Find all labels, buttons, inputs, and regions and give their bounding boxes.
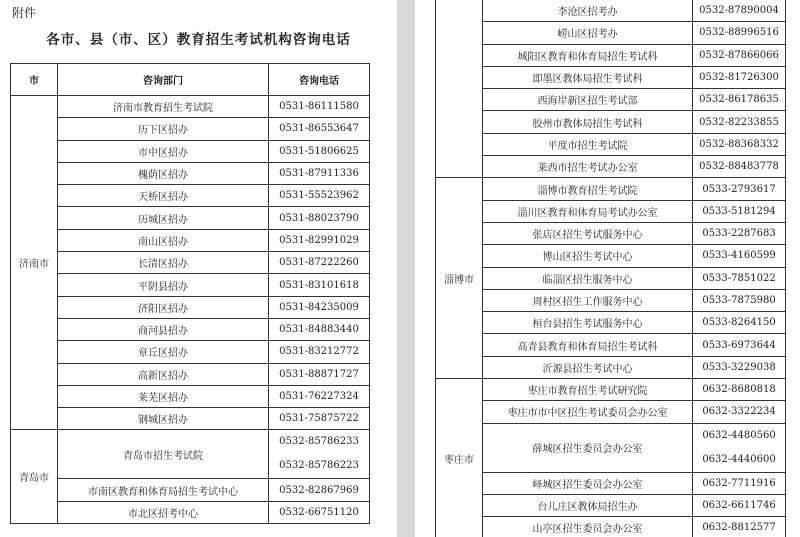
phone-cell [693, 356, 786, 378]
phone-cell [693, 379, 786, 401]
table-row [436, 222, 786, 244]
phone-cell [269, 341, 370, 363]
phone-cell [269, 501, 370, 523]
phone-number: 0531-75875722 [279, 413, 359, 425]
department-cell: 市南区教育和体育局招生考试中心 [58, 479, 269, 501]
phone-number: 0533-5181294 [702, 205, 776, 217]
phone-number: 0531-88871727 [279, 368, 359, 380]
table-row [11, 501, 370, 523]
phone-number: 0531-82991029 [279, 234, 359, 246]
table-row [11, 430, 370, 479]
phone-cell [269, 162, 370, 184]
phone-cell [693, 289, 786, 311]
phone-cell [269, 252, 370, 274]
document-page-left [0, 0, 397, 537]
city-cell: 青岛市 [11, 430, 58, 524]
phone-number: 0533-7875980 [702, 295, 776, 306]
table-row [436, 379, 786, 401]
department-cell: 枣庄市教育招生考试研究院 [483, 379, 693, 401]
table-row [11, 162, 370, 184]
phone-cell [269, 185, 370, 207]
department-cell: 高青县教育和体育局招生考试科 [483, 334, 693, 356]
phone-cell [693, 178, 786, 200]
phone-cell [693, 133, 786, 155]
phone-cell [693, 472, 786, 494]
department-cell: 槐荫区招办 [58, 162, 269, 184]
table-row [436, 472, 786, 494]
phone-number: 0632-7711916 [702, 477, 776, 489]
phone-cell [693, 44, 786, 66]
department-cell: 钢城区招办 [58, 408, 269, 430]
department-cell: 沂源县招生考试中心 [483, 356, 693, 378]
phone-number: 0531-86553647 [279, 123, 359, 135]
phone-number: 0531-87222260 [279, 257, 359, 269]
phone-number: 0632-3322234 [702, 406, 776, 418]
phone-cell [269, 363, 370, 385]
department-cell: 平阴县招办 [58, 274, 269, 296]
phone-cell [269, 207, 370, 229]
department-cell: 即墨区教体局招生考试科 [483, 66, 693, 88]
table-row [436, 22, 786, 44]
table-row [436, 267, 786, 289]
phone-number: 0632-6611746 [702, 500, 776, 512]
phone-number: 0533-7851022 [702, 272, 776, 284]
table-row [11, 140, 370, 162]
table-row [436, 312, 786, 334]
phone-number: 0532-81726300 [699, 72, 779, 84]
header-city: 市 [11, 64, 58, 96]
table-row [436, 156, 786, 178]
phone-number: 0531-55523962 [279, 190, 359, 202]
department-cell: 博山区招生考试中心 [483, 245, 693, 267]
phone-number: 0531-76227324 [279, 391, 359, 402]
attachment-label: 附件 [12, 6, 37, 20]
phone-cell [693, 267, 786, 289]
phone-cell [269, 118, 370, 140]
phone-number: 0532-86178635 [699, 94, 779, 106]
table-row [11, 118, 370, 140]
phone-number: 0531-84235009 [279, 301, 359, 313]
department-cell: 商河县招办 [58, 318, 269, 340]
department-cell: 胶州市教体局招生考试科 [483, 111, 693, 133]
header-department: 咨询部门 [58, 64, 269, 96]
document-page-right [415, 0, 800, 537]
phone-cell [269, 430, 370, 479]
department-cell: 莱芜区招办 [58, 385, 269, 407]
department-cell: 峄城区招生委员会办公室 [483, 472, 693, 494]
table-row [11, 185, 370, 207]
table-row [11, 207, 370, 229]
phone-number: 0531-84883440 [279, 324, 359, 336]
phone-cell [693, 423, 786, 472]
phone-cell [693, 0, 786, 22]
phone-cell [269, 479, 370, 501]
phone-number: 0532-82233855 [699, 116, 779, 128]
phone-cell [269, 140, 370, 162]
phone-cell [269, 229, 370, 251]
department-cell: 台儿庄区教体局招生办 [483, 494, 693, 516]
department-cell: 南山区招办 [58, 229, 269, 251]
department-cell: 城阳区教育和体育局招生考试科 [483, 44, 693, 66]
phone-number: 0533-8264150 [702, 317, 776, 329]
department-cell: 淄博市教育招生考试院 [483, 178, 693, 200]
department-cell: 历城区招办 [58, 207, 269, 229]
table-row [436, 289, 786, 311]
phone-cell [693, 312, 786, 334]
department-cell: 章丘区招办 [58, 341, 269, 363]
table-row [436, 517, 786, 537]
phone-cell [269, 318, 370, 340]
department-cell: 临淄区招生服务中心 [483, 267, 693, 289]
contact-table-right [435, 0, 786, 537]
department-cell: 市北区招考中心 [58, 501, 269, 523]
phone-number: 0532-88996516 [699, 27, 779, 39]
phone-cell [269, 96, 370, 118]
phone-cell [693, 111, 786, 133]
phone-number: 0533-2287683 [702, 228, 776, 240]
table-row [11, 318, 370, 340]
phone-number: 0532-85786233 [279, 436, 359, 448]
phone-number: 0533-3229038 [702, 361, 776, 373]
department-cell: 济阳区招办 [58, 296, 269, 318]
phone-cell [693, 200, 786, 222]
table-row [436, 0, 786, 22]
department-cell: 张店区招生考试服务中心 [483, 222, 693, 244]
department-cell: 青岛市招生考试院 [58, 430, 269, 479]
department-cell: 山亭区招生委员会办公室 [483, 517, 693, 537]
phone-number: 0532-87890004 [699, 5, 779, 17]
department-cell: 历下区招办 [58, 118, 269, 140]
department-cell: 莱西市招生考试办公室 [483, 156, 693, 178]
phone-number: 0532-88368332 [699, 138, 779, 150]
phone-cell [693, 22, 786, 44]
phone-number: 0532-82867969 [279, 484, 359, 496]
phone-cell [693, 334, 786, 356]
department-cell: 济南市教育招生考试院 [58, 96, 269, 118]
phone-cell [269, 296, 370, 318]
phone-number: 0531-86111580 [279, 101, 359, 113]
phone-number: 0531-83101618 [279, 279, 359, 291]
phone-cell [693, 401, 786, 423]
table-row [436, 133, 786, 155]
city-cell [436, 0, 483, 178]
table-row [11, 252, 370, 274]
city-cell: 济南市 [11, 96, 58, 430]
phone-number: 0532-88483778 [699, 161, 779, 173]
phone-cell [693, 245, 786, 267]
department-cell: 西海岸新区招生考试部 [483, 89, 693, 111]
phone-cell [693, 66, 786, 88]
table-row [436, 356, 786, 378]
phone-cell [269, 408, 370, 430]
phone-number: 0632-8812577 [702, 522, 776, 534]
phone-number: 0532-87866066 [699, 49, 779, 61]
phone-number: 0533-4160599 [702, 250, 776, 262]
table-row [11, 479, 370, 501]
department-cell: 市中区招办 [58, 140, 269, 162]
department-cell: 高新区招办 [58, 363, 269, 385]
table-row [11, 229, 370, 251]
table-row [11, 341, 370, 363]
phone-number: 0531-87911336 [279, 168, 359, 180]
phone-cell [269, 274, 370, 296]
table-row [11, 385, 370, 407]
department-cell: 周村区招生工作服务中心 [483, 289, 693, 311]
city-cell: 枣庄市 [436, 379, 483, 537]
phone-cell [269, 385, 370, 407]
department-cell: 天桥区招办 [58, 185, 269, 207]
table-row [436, 494, 786, 516]
phone-cell [693, 156, 786, 178]
table-row [436, 334, 786, 356]
table-row [436, 89, 786, 111]
phone-number: 0632-4480560 [702, 429, 776, 441]
department-cell: 崂山区招考办 [483, 22, 693, 44]
department-cell: 枣庄市市中区招生考试委员会办公室 [483, 401, 693, 423]
phone-number: 0632-4440600 [702, 453, 776, 465]
table-row [11, 363, 370, 385]
phone-number: 0533-6973644 [702, 339, 776, 351]
department-cell: 薛城区招生委员会办公室 [483, 423, 693, 472]
table-row [11, 96, 370, 118]
phone-cell [693, 89, 786, 111]
contact-table-left [10, 63, 370, 524]
phone-cell [693, 222, 786, 244]
phone-number: 0632-8680818 [702, 384, 776, 396]
table-row [436, 245, 786, 267]
phone-number: 0533-2793617 [702, 183, 776, 195]
table-row [436, 66, 786, 88]
table-row [11, 274, 370, 296]
phone-number: 0532-85786223 [279, 460, 359, 472]
department-cell: 平度市招生考试院 [483, 133, 693, 155]
phone-number: 0531-88023790 [279, 212, 359, 224]
department-cell: 李沧区招考办 [483, 0, 693, 22]
table-row [436, 178, 786, 200]
phone-number: 0531-83212772 [279, 346, 359, 358]
department-cell: 淄川区教育和体育局考试办公室 [483, 200, 693, 222]
table-row [11, 296, 370, 318]
document-title: 各市、县（市、区）教育招生考试机构咨询电话 [46, 32, 351, 48]
table-row [436, 401, 786, 423]
table-row [11, 408, 370, 430]
phone-number: 0532-66751120 [279, 506, 359, 518]
phone-number: 0531-51806625 [279, 145, 359, 157]
table-row [436, 111, 786, 133]
table-row [436, 423, 786, 472]
phone-cell [693, 494, 786, 516]
city-cell: 淄博市 [436, 178, 483, 379]
table-row [436, 44, 786, 66]
header-phone: 咨询电话 [269, 64, 370, 96]
department-cell: 桓台县招生考试服务中心 [483, 312, 693, 334]
table-row [436, 200, 786, 222]
department-cell: 长清区招办 [58, 252, 269, 274]
phone-cell [693, 517, 786, 537]
